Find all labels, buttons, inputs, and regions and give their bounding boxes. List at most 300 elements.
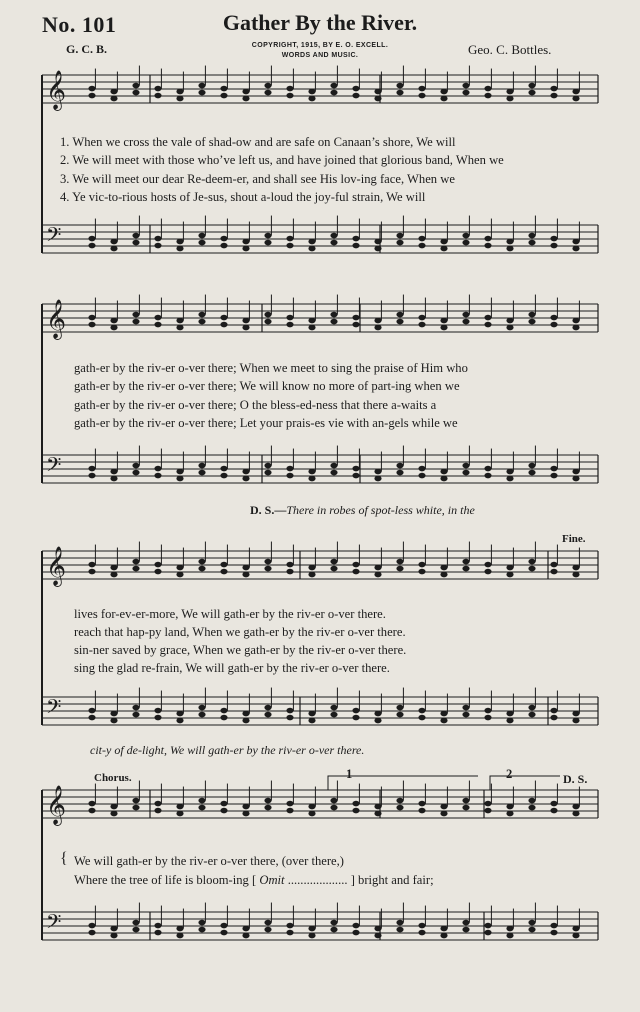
note-head bbox=[484, 236, 491, 242]
note-head bbox=[506, 476, 513, 482]
note-head bbox=[352, 236, 359, 242]
note-head bbox=[154, 322, 161, 328]
note-head bbox=[462, 712, 469, 718]
note-head bbox=[374, 811, 381, 817]
note-head bbox=[220, 569, 227, 575]
note-head bbox=[110, 96, 117, 102]
note-head bbox=[352, 466, 359, 472]
note-head bbox=[176, 325, 183, 331]
fine-mark: Fine. bbox=[562, 533, 586, 545]
note-head bbox=[330, 566, 337, 572]
note-head bbox=[198, 233, 205, 239]
copyright-line: COPYRIGHT, 1915, BY E. O. EXCELL. bbox=[251, 42, 389, 49]
note-head bbox=[506, 246, 513, 252]
note-head bbox=[550, 569, 557, 575]
note-head bbox=[308, 89, 315, 95]
note-head bbox=[330, 319, 337, 325]
note-head bbox=[484, 569, 491, 575]
note-head bbox=[132, 566, 139, 572]
note-head bbox=[528, 312, 535, 318]
note-head bbox=[132, 312, 139, 318]
note-head bbox=[440, 572, 447, 578]
note-head bbox=[374, 804, 381, 810]
note-head bbox=[352, 86, 359, 92]
note-head bbox=[572, 89, 579, 95]
note-head bbox=[154, 86, 161, 92]
note-head bbox=[220, 708, 227, 714]
note-head bbox=[396, 319, 403, 325]
note-head bbox=[396, 705, 403, 711]
note-head bbox=[220, 93, 227, 99]
note-head bbox=[440, 926, 447, 932]
note-head bbox=[440, 239, 447, 245]
copyright-subline: WORDS AND MUSIC. bbox=[281, 52, 359, 59]
ds-italic-line: cit-y of de-light, We will gath-er by the riv-er o-ver there. bbox=[90, 743, 365, 757]
note-head bbox=[88, 708, 95, 714]
verse-1-line: gath-er by the riv-er o-ver there; When we meet to sing the praise of Him who bbox=[74, 361, 468, 375]
bass-clef-icon: 𝄢 bbox=[46, 910, 62, 938]
note-head bbox=[88, 236, 95, 242]
verse-2-line: reach that hap-py land, When we gath-er by the riv-er o-ver there. bbox=[74, 625, 406, 639]
note-head bbox=[330, 83, 337, 89]
note-head bbox=[154, 715, 161, 721]
note-head bbox=[88, 801, 95, 807]
first-ending-number: 1 bbox=[346, 767, 353, 781]
note-head bbox=[264, 712, 271, 718]
note-head bbox=[572, 246, 579, 252]
note-head bbox=[550, 93, 557, 99]
note-head bbox=[110, 239, 117, 245]
note-head bbox=[484, 93, 491, 99]
note-head bbox=[506, 572, 513, 578]
ds-italic-text: There in robes of spot-less white, in the bbox=[286, 503, 475, 517]
note-head bbox=[528, 83, 535, 89]
note-head bbox=[88, 923, 95, 929]
note-head bbox=[132, 712, 139, 718]
treble-clef-icon: 𝄞 bbox=[46, 299, 67, 339]
note-head bbox=[374, 325, 381, 331]
note-head bbox=[352, 93, 359, 99]
note-head bbox=[572, 572, 579, 578]
note-head bbox=[374, 89, 381, 95]
note-head bbox=[220, 715, 227, 721]
note-head bbox=[242, 325, 249, 331]
note-head bbox=[330, 805, 337, 811]
note-head bbox=[242, 718, 249, 724]
note-head bbox=[550, 708, 557, 714]
note-head bbox=[176, 476, 183, 482]
note-head bbox=[440, 718, 447, 724]
note-head bbox=[264, 463, 271, 469]
note-head bbox=[330, 470, 337, 476]
note-head bbox=[550, 466, 557, 472]
note-head bbox=[462, 319, 469, 325]
note-head bbox=[286, 93, 293, 99]
note-head bbox=[418, 569, 425, 575]
note-head bbox=[308, 804, 315, 810]
note-head bbox=[484, 473, 491, 479]
note-head bbox=[374, 565, 381, 571]
note-head bbox=[550, 236, 557, 242]
note-head bbox=[440, 476, 447, 482]
note-head bbox=[484, 930, 491, 936]
note-head bbox=[484, 562, 491, 568]
chorus-brace: { bbox=[60, 850, 68, 867]
note-head bbox=[132, 920, 139, 926]
note-head bbox=[528, 90, 535, 96]
note-head bbox=[352, 569, 359, 575]
note-head bbox=[418, 322, 425, 328]
note-head bbox=[286, 86, 293, 92]
note-head bbox=[484, 708, 491, 714]
note-head bbox=[242, 318, 249, 324]
note-head bbox=[440, 565, 447, 571]
note-head bbox=[110, 476, 117, 482]
note-head bbox=[308, 718, 315, 724]
note-head bbox=[462, 463, 469, 469]
note-head bbox=[352, 315, 359, 321]
note-head bbox=[88, 466, 95, 472]
note-head bbox=[528, 927, 535, 933]
note-head bbox=[462, 312, 469, 318]
note-head bbox=[484, 715, 491, 721]
verse-4-line: sing the glad re-frain, We will gath-er by the riv-er o-ver there. bbox=[74, 661, 390, 675]
note-head bbox=[418, 562, 425, 568]
note-head bbox=[132, 463, 139, 469]
note-head bbox=[286, 562, 293, 568]
note-head bbox=[176, 572, 183, 578]
note-head bbox=[418, 315, 425, 321]
chorus-line-2-end: ] bright and fair; bbox=[350, 873, 434, 887]
note-head bbox=[264, 927, 271, 933]
note-head bbox=[286, 708, 293, 714]
note-head bbox=[550, 315, 557, 321]
note-head bbox=[330, 920, 337, 926]
note-head bbox=[198, 566, 205, 572]
note-head bbox=[418, 708, 425, 714]
note-head bbox=[220, 473, 227, 479]
note-head bbox=[506, 811, 513, 817]
note-head bbox=[374, 933, 381, 939]
note-head bbox=[484, 923, 491, 929]
note-head bbox=[528, 319, 535, 325]
note-head bbox=[308, 469, 315, 475]
note-head bbox=[88, 93, 95, 99]
note-head bbox=[528, 470, 535, 476]
verse-4-line: gath-er by the riv-er o-ver there; Let your prais-es vie with an-gels while we bbox=[74, 416, 458, 430]
note-head bbox=[242, 89, 249, 95]
note-head bbox=[418, 923, 425, 929]
verse-1-line: lives for-ev-er-more, We will gath-er by the riv-er o-ver there. bbox=[74, 607, 386, 621]
note-head bbox=[220, 801, 227, 807]
note-head bbox=[110, 325, 117, 331]
note-head bbox=[484, 466, 491, 472]
note-head bbox=[396, 312, 403, 318]
note-head bbox=[462, 559, 469, 565]
omit-dots: ................... bbox=[287, 873, 348, 887]
note-head bbox=[110, 89, 117, 95]
note-head bbox=[286, 243, 293, 249]
note-head bbox=[352, 708, 359, 714]
note-head bbox=[462, 90, 469, 96]
note-head bbox=[286, 801, 293, 807]
chorus-label: Chorus. bbox=[94, 772, 132, 784]
note-head bbox=[550, 808, 557, 814]
note-head bbox=[176, 469, 183, 475]
note-head bbox=[506, 325, 513, 331]
note-head bbox=[528, 233, 535, 239]
note-head bbox=[110, 572, 117, 578]
note-head bbox=[330, 233, 337, 239]
note-head bbox=[396, 559, 403, 565]
note-head bbox=[220, 466, 227, 472]
note-head bbox=[572, 933, 579, 939]
treble-clef-icon: 𝄞 bbox=[46, 546, 67, 586]
note-head bbox=[572, 325, 579, 331]
note-head bbox=[528, 798, 535, 804]
note-head bbox=[176, 96, 183, 102]
note-head bbox=[550, 801, 557, 807]
verse-2-line: 2. We will meet with those who’ve left us, and have joined that glorious band, When we bbox=[60, 153, 504, 167]
note-head bbox=[154, 236, 161, 242]
note-head bbox=[440, 89, 447, 95]
note-head bbox=[440, 933, 447, 939]
note-head bbox=[176, 718, 183, 724]
note-head bbox=[198, 927, 205, 933]
note-head bbox=[462, 233, 469, 239]
note-head bbox=[264, 233, 271, 239]
note-head bbox=[88, 315, 95, 321]
note-head bbox=[462, 805, 469, 811]
note-head bbox=[132, 83, 139, 89]
note-head bbox=[418, 930, 425, 936]
note-head bbox=[308, 565, 315, 571]
note-head bbox=[242, 469, 249, 475]
note-head bbox=[176, 89, 183, 95]
note-head bbox=[132, 798, 139, 804]
note-head bbox=[198, 312, 205, 318]
note-head bbox=[154, 562, 161, 568]
note-head bbox=[462, 83, 469, 89]
note-head bbox=[154, 708, 161, 714]
note-head bbox=[572, 239, 579, 245]
note-head bbox=[198, 712, 205, 718]
note-head bbox=[352, 473, 359, 479]
note-head bbox=[484, 243, 491, 249]
chorus-line-2-start: Where the tree of life is bloom-ing [ bbox=[74, 873, 257, 887]
note-head bbox=[220, 236, 227, 242]
note-head bbox=[330, 240, 337, 246]
note-head bbox=[484, 808, 491, 814]
note-head bbox=[264, 705, 271, 711]
note-head bbox=[88, 86, 95, 92]
note-head bbox=[286, 569, 293, 575]
note-head bbox=[308, 318, 315, 324]
note-head bbox=[286, 236, 293, 242]
verse-3-line: sin-ner saved by grace, When we gath-er by the riv-er o-ver there. bbox=[74, 643, 407, 657]
note-head bbox=[132, 233, 139, 239]
note-head bbox=[440, 96, 447, 102]
omit-marker: Omit bbox=[259, 873, 285, 887]
note-head bbox=[242, 246, 249, 252]
note-head bbox=[264, 805, 271, 811]
note-head bbox=[528, 240, 535, 246]
note-head bbox=[264, 90, 271, 96]
note-head bbox=[264, 312, 271, 318]
note-head bbox=[198, 240, 205, 246]
note-head bbox=[418, 93, 425, 99]
note-head bbox=[550, 322, 557, 328]
note-head bbox=[550, 473, 557, 479]
note-head bbox=[440, 325, 447, 331]
note-head bbox=[550, 562, 557, 568]
note-head bbox=[220, 322, 227, 328]
note-head bbox=[242, 811, 249, 817]
note-head bbox=[88, 569, 95, 575]
note-head bbox=[352, 562, 359, 568]
note-head bbox=[242, 711, 249, 717]
note-head bbox=[198, 705, 205, 711]
note-head bbox=[330, 798, 337, 804]
note-head bbox=[352, 322, 359, 328]
note-head bbox=[528, 705, 535, 711]
note-head bbox=[110, 469, 117, 475]
note-head bbox=[462, 920, 469, 926]
note-head bbox=[110, 718, 117, 724]
note-head bbox=[352, 801, 359, 807]
note-head bbox=[396, 83, 403, 89]
note-head bbox=[396, 233, 403, 239]
note-head bbox=[220, 808, 227, 814]
note-head bbox=[176, 565, 183, 571]
verse-3-line: 3. We will meet our dear Re-deem-er, and shall see His lov-ing face, When we bbox=[60, 172, 455, 186]
note-head bbox=[286, 923, 293, 929]
note-head bbox=[396, 805, 403, 811]
ds-label: D. S. bbox=[563, 772, 588, 786]
note-head bbox=[220, 930, 227, 936]
note-head bbox=[176, 804, 183, 810]
note-head bbox=[176, 811, 183, 817]
note-head bbox=[440, 246, 447, 252]
verse-2-line: gath-er by the riv-er o-ver there; We will know no more of part-ing when we bbox=[74, 379, 460, 393]
note-head bbox=[220, 923, 227, 929]
note-head bbox=[396, 927, 403, 933]
note-head bbox=[198, 90, 205, 96]
note-head bbox=[176, 711, 183, 717]
note-head bbox=[198, 463, 205, 469]
note-head bbox=[154, 466, 161, 472]
treble-clef-icon: 𝄞 bbox=[46, 785, 67, 825]
bass-clef-icon: 𝄢 bbox=[46, 695, 62, 723]
note-head bbox=[286, 322, 293, 328]
verse-4-line: 4. Ye vic-to-rious hosts of Je-sus, shout a-loud the joy-ful strain, We will bbox=[60, 190, 426, 204]
note-head bbox=[396, 566, 403, 572]
note-head bbox=[176, 239, 183, 245]
note-head bbox=[88, 322, 95, 328]
note-head bbox=[110, 246, 117, 252]
note-head bbox=[484, 322, 491, 328]
note-head bbox=[286, 315, 293, 321]
note-head bbox=[154, 93, 161, 99]
note-head bbox=[396, 712, 403, 718]
note-head bbox=[528, 559, 535, 565]
note-head bbox=[484, 86, 491, 92]
note-head bbox=[572, 811, 579, 817]
note-head bbox=[110, 804, 117, 810]
note-head bbox=[286, 466, 293, 472]
note-head bbox=[264, 470, 271, 476]
note-head bbox=[88, 562, 95, 568]
note-head bbox=[330, 312, 337, 318]
note-head bbox=[286, 930, 293, 936]
note-head bbox=[550, 715, 557, 721]
note-head bbox=[330, 705, 337, 711]
note-head bbox=[352, 715, 359, 721]
note-head bbox=[330, 927, 337, 933]
note-head bbox=[264, 798, 271, 804]
note-head bbox=[374, 711, 381, 717]
note-head bbox=[374, 926, 381, 932]
note-head bbox=[308, 572, 315, 578]
note-head bbox=[110, 565, 117, 571]
note-head bbox=[242, 804, 249, 810]
note-head bbox=[330, 90, 337, 96]
note-head bbox=[154, 315, 161, 321]
note-head bbox=[330, 463, 337, 469]
note-head bbox=[198, 920, 205, 926]
note-head bbox=[396, 920, 403, 926]
second-ending-number: 2 bbox=[506, 767, 513, 781]
note-head bbox=[462, 566, 469, 572]
hymn-number: No. 101 bbox=[42, 12, 117, 37]
verse-3-line: gath-er by the riv-er o-ver there; O the bless-ed-ness that there a-waits a bbox=[74, 398, 437, 412]
note-head bbox=[528, 920, 535, 926]
note-head bbox=[154, 569, 161, 575]
note-head bbox=[484, 801, 491, 807]
note-head bbox=[396, 240, 403, 246]
note-head bbox=[132, 319, 139, 325]
note-head bbox=[132, 705, 139, 711]
note-head bbox=[110, 318, 117, 324]
note-head bbox=[528, 805, 535, 811]
note-head bbox=[198, 83, 205, 89]
note-head bbox=[242, 476, 249, 482]
note-head bbox=[440, 469, 447, 475]
note-head bbox=[176, 933, 183, 939]
note-head bbox=[572, 711, 579, 717]
note-head bbox=[220, 315, 227, 321]
second-ending-bracket bbox=[490, 776, 560, 790]
note-head bbox=[132, 927, 139, 933]
note-head bbox=[572, 469, 579, 475]
note-head bbox=[154, 923, 161, 929]
note-head bbox=[506, 926, 513, 932]
note-head bbox=[440, 711, 447, 717]
bass-clef-icon: 𝄢 bbox=[46, 223, 62, 251]
note-head bbox=[506, 933, 513, 939]
note-head bbox=[198, 319, 205, 325]
chorus-line-1: We will gath-er by the riv-er o-ver there, (over there,) bbox=[74, 854, 344, 868]
note-head bbox=[374, 476, 381, 482]
note-head bbox=[110, 711, 117, 717]
note-head bbox=[154, 808, 161, 814]
note-head bbox=[550, 923, 557, 929]
note-head bbox=[374, 246, 381, 252]
note-head bbox=[220, 86, 227, 92]
note-head bbox=[198, 798, 205, 804]
note-head bbox=[308, 476, 315, 482]
note-head bbox=[484, 315, 491, 321]
